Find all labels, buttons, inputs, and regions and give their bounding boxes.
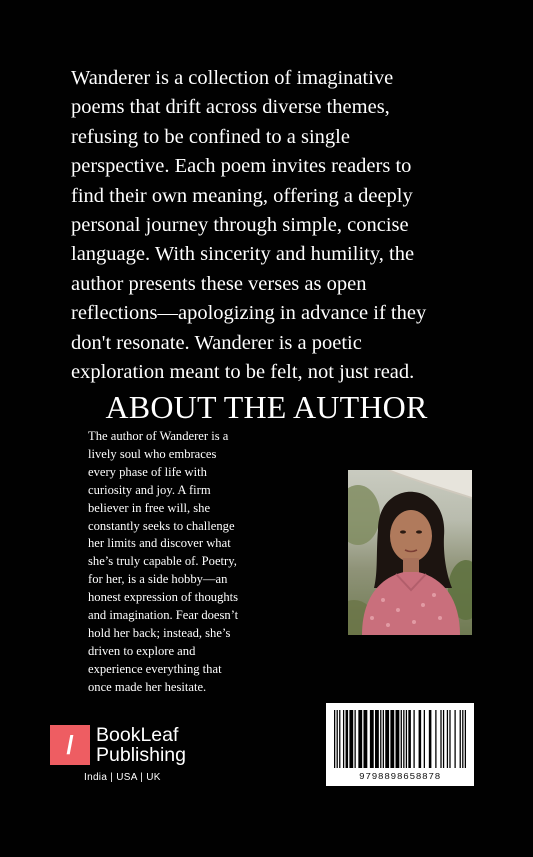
publisher-logo-mark: /	[50, 725, 90, 765]
barcode-bars	[334, 710, 466, 768]
isbn-barcode	[326, 703, 474, 786]
publisher-logo	[50, 725, 186, 765]
author-bio: The author of Wanderer is a lively soul who embraces every phase of life with curiosity and joy. A firm believer in free will, she constantly seeks to challenge her limits and discover what she’s truly capable of. Poetry, for her, is a side hobby—an honest expression of thoughts and imagination. Fear doesn’t hold her back; instead, she’s driven to explore and experience everything that once made her hesitate.	[88, 429, 239, 694]
author-photo	[348, 470, 472, 635]
publisher-name	[96, 725, 186, 765]
publisher-name-line2: Publishing	[96, 744, 186, 766]
publisher-name-line1: BookLeaf	[96, 724, 179, 746]
isbn-number: 9798898658878	[359, 771, 441, 782]
back-cover-blurb: Wanderer is a collection of imaginative poems that drift across diverse themes, refusing to be confined to a single perspective. Each poem invites readers to find their own meaning, offering a deeply personal journey through simple, concise language. With sincerity and humility, the author presents these verses as open reflections—apologizing in advance if they don't resonate. Wanderer is a poetic exploration meant to be felt, not just read.	[71, 67, 427, 384]
publisher-regions: India | USA | UK	[84, 772, 161, 783]
about-the-author-heading: ABOUT THE AUTHOR	[105, 389, 428, 425]
